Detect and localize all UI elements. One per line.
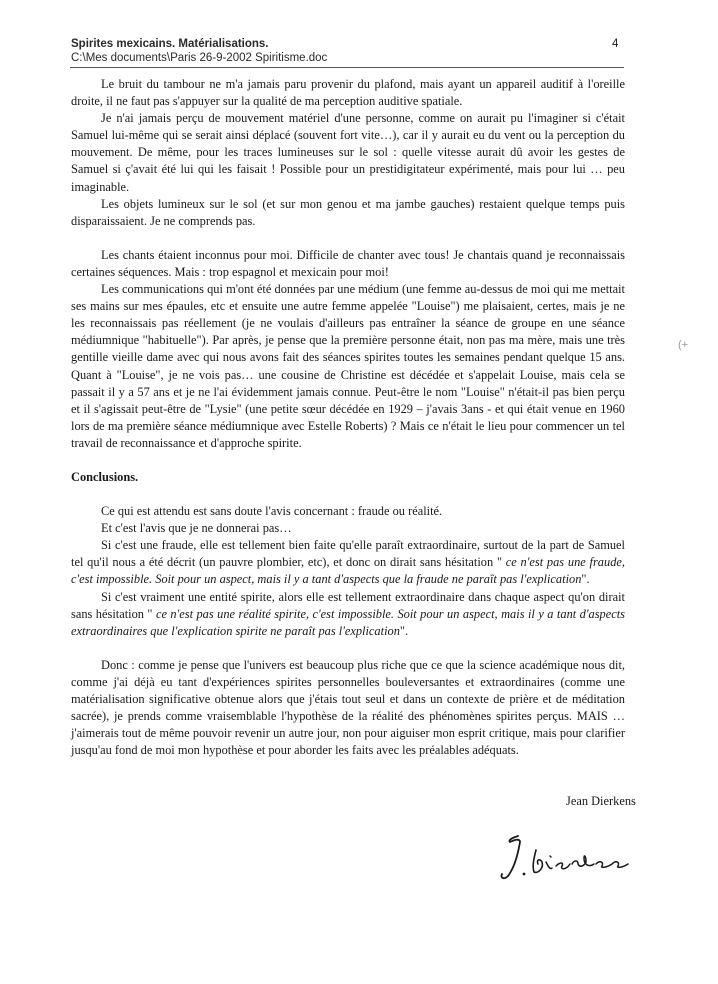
header-rule bbox=[70, 67, 624, 68]
paragraph: Les communications qui m'ont été données par une médium (une femme au-dessus de moi qui me mettait ses mains sur mes épaules, etc et ensuite une autre femme appelée "Louise") me plaisaient, certes, mais je ne les reconnaissais pas réellement (je ne voulais d'ailleurs pas entraîner la séance de groupe en une séance médiumnique "habituelle"). Par après, je pense que la première personne était, non pas ma mère, mais une très gentille vieille dame avec qui nous avons fait des séances spirites toutes les semaines pendant quelque 15 ans. Quant à "Louise", je ne vois pas… une cousine de Christine est décédée et s'appelait Louise, mais cela se passait il y a 57 ans et je ne l'ai évidemment jamais connue. Peut-être le nom "Louise" n'était-il pas bien perçu et il s'agissait peut-être de "Lysie" (une petite sœur décédée en 1929 – j'avais 3ans - et qui était venue en 1960 lors de ma première séance médiumnique avec Estelle Roberts) ? Mais ce n'était le lieu pour commencer un tel travail de reconnaissance et d'approche spirite. bbox=[71, 282, 625, 450]
text-run: Si c'est vraiment une entité spirite, alors elle est tellement extraordinaire dans chaque aspect qu'on dirait sans hésitation " bbox=[71, 589, 625, 621]
paragraph: Le bruit du tambour ne m'a jamais paru provenir du plafond, mais ayant un appareil auditif à l'oreille droite, il ne faut pas s'appuyer sur la qualité de ma perception auditive spatiale. bbox=[71, 77, 625, 109]
spacer bbox=[71, 452, 625, 469]
text-run: Si c'est une fraude, elle est tellement bien faite qu'elle paraît extraordinaire, surtout de la part de Samuel tel qu'il nous a été décrit (un pauvre plombier, etc), et donc on dirait sans hésitation " bbox=[71, 538, 625, 570]
paragraph: Les chants étaient inconnus pour moi. Difficile de chanter avec tous! Je chantais quand je reconnaissais certaines séquences. Mais : trop espagnol et mexicain pour moi! bbox=[71, 247, 625, 279]
document-title: Spirites mexicains. Matérialisations. bbox=[71, 38, 269, 50]
paragraph: Et c'est l'avis que je ne donnerai pas… bbox=[101, 521, 292, 536]
italic-quote: ce n'est pas une réalité spirite, c'est impossible. Soit pour un aspect, mais il y a tant d'aspects extraordinaires que l'explication spirite ne paraît pas l'explication bbox=[71, 606, 625, 638]
paragraph: Ce qui est attendu est sans doute l'avis concernant : fraude ou réalité. bbox=[101, 504, 443, 519]
section-heading: Conclusions. bbox=[71, 469, 139, 484]
italic-quote: ce n'est pas une fraude, c'est impossible. Soit pour un aspect, mais il y a tant d'aspects que la fraude ne paraît pas l'explication bbox=[71, 555, 625, 587]
handwritten-signature bbox=[490, 828, 650, 888]
paragraph: Donc : comme je pense que l'univers est beaucoup plus riche que ce que la science académique nous dit, comme j'ai déjà eu tant d'expériences spirites personnelles bouleversantes et extraordinaires (comme une matérialisation significative obtenue alors que j'étais tout seul et dans un contexte de prière et de méditation sacrée), je prends comme vraisemblable l'hypothèse de la réalité des phénomènes spirites perçus. MAIS … j'aimerais tout de même pouvoir revenir un autre jour, non pour aiguiser mon esprit critique, mais pour clarifier jusqu'au fond de moi mon hypothèse et pour aborder les faits avec les préalables adéquats. bbox=[71, 657, 625, 758]
text-run: ". bbox=[399, 623, 409, 638]
file-path: C:\Mes documents\Paris 26-9-2002 Spiritisme.doc bbox=[71, 52, 328, 64]
paragraph: Les objets lumineux sur le sol (et sur mon genou et ma jambe gauches) restaient quelque temps puis disparaissaient. Je ne comprends pas. bbox=[71, 196, 625, 228]
page-number: 4 bbox=[612, 38, 619, 50]
spacer bbox=[71, 230, 625, 247]
margin-note: (+ bbox=[678, 339, 689, 351]
spacer bbox=[71, 486, 625, 503]
spacer bbox=[71, 640, 625, 657]
text-run: ". bbox=[581, 572, 590, 587]
paragraph bbox=[71, 589, 625, 640]
author-name: Jean Dierkens bbox=[566, 794, 636, 808]
document-body bbox=[71, 76, 625, 759]
paragraph: Je n'ai jamais perçu de mouvement matériel d'une personne, comme on aurait pu l'imaginer si c'était Samuel lui-même qui se serait ainsi déplacé (souvent fort vite…), car il y aurait eu du vent ou la perception du mouvement. De même, pour les traces lumineuses sur le sol : quelle vitesse aurait dû avoir les gestes de Samuel si ç'avait été lui qui les faisait ! Possible pour un prestidigitateur expérimenté, mais pour lui … peu imaginable. bbox=[71, 111, 625, 194]
paragraph bbox=[71, 537, 625, 588]
